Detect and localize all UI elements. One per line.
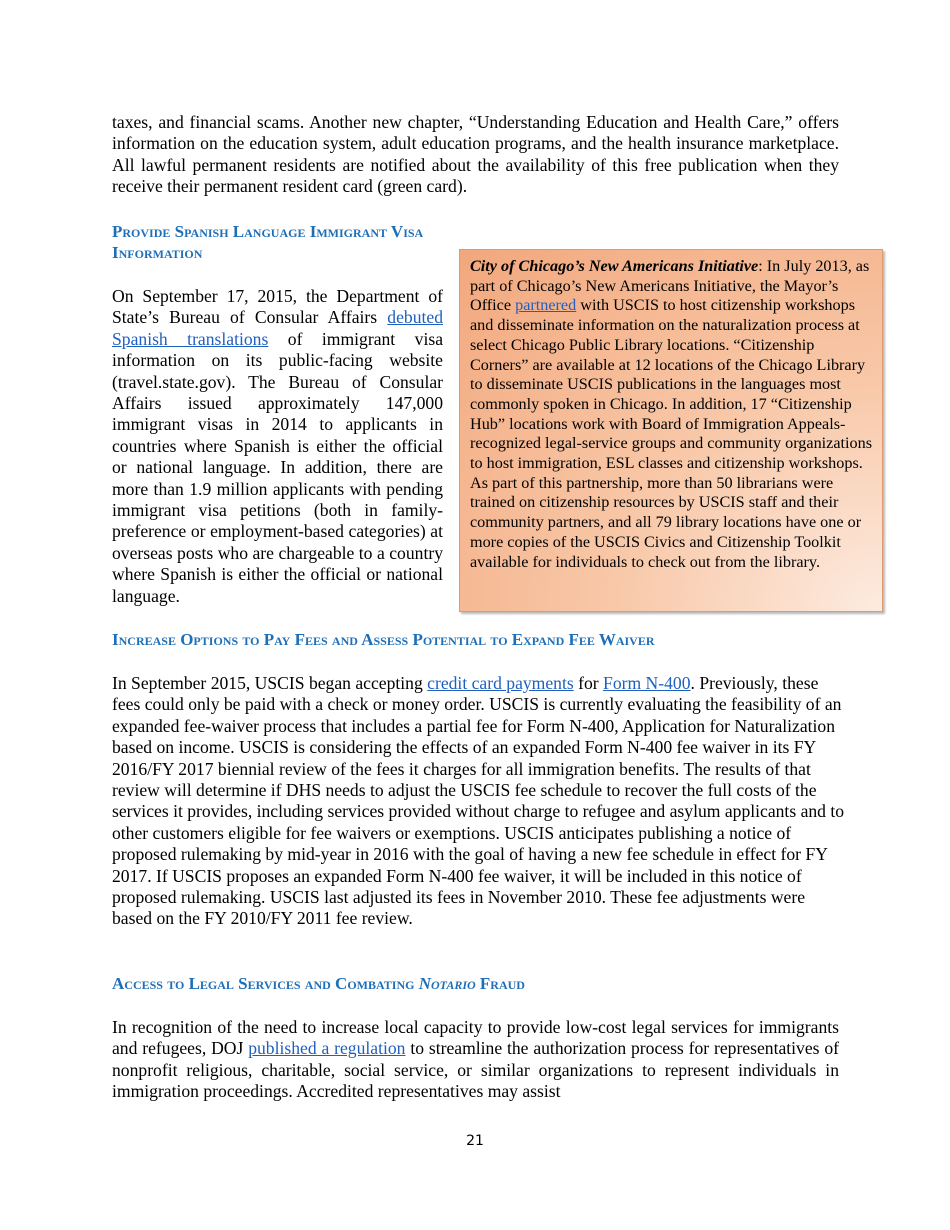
text-segment: In September 2015, USCIS began accepting (112, 673, 428, 693)
heading-fees-fee-waiver: Increase Options to Pay Fees and Assess Potential to Expand Fee Waiver (112, 630, 655, 649)
paragraph-fees-fee-waiver (112, 673, 847, 930)
page-number: 21 (466, 1133, 484, 1149)
text-segment: In recognition of the need to increase local capacity to provide low-cost legal services for immigrants and refugees, DOJ (112, 1017, 839, 1059)
sidebar-title: City of Chicago’s New Americans Initiative (470, 257, 759, 275)
published-a-regulation-link[interactable]: published a regulation (248, 1038, 406, 1059)
text-segment: . Previously, these fees could only be paid with a check or money order. USCIS is currently evaluating the feasibility of an expanded fee-waiver process that includes a partial fee for Form N-400, Application for Naturalization based on income. USCIS is considering the effects of an expanded Form N-400 fee waiver in its FY 2016/FY 2017 biennial review of the fees it charges for all immigration benefits. The results of that review will determine if DHS needs to adjust the USCIS fee schedule to recover the full costs of the services it provides, including services provided without charge to refugee and asylum applicants and to other customers eligible for fee waivers or exemptions. USCIS anticipates publishing a notice of proposed rulemaking by mid-year in 2016 with the goal of having a new fee schedule in effect for FY 2017. If USCIS proposes an expanded Form N-400 fee waiver, it will be included in this notice of proposed rulemaking. USCIS last adjusted its fees in November 2010. These fee adjustments were based on the FY 2010/FY 2011 fee review. (112, 673, 845, 929)
chicago-new-americans-sidebar (459, 249, 883, 612)
debuted-spanish-translations-link[interactable]: debuted Spanish translations (112, 307, 443, 349)
text-segment: : In July 2013, as part of Chicago’s New Americans Initiative, the Mayor’s Office (470, 257, 870, 315)
heading-text: Fraud (475, 974, 525, 993)
text-segment: with USCIS to host citizenship workshops and disseminate information on the naturalization process at select Chicago Public Library locations. “Citizenship Corners” are available at 12 locations of the Chicago Library to disseminate USCIS publications in the languages most commonly spoken in Chicago. In addition, 17 “Citizenship Hub” locations work with Board of Immigration Appeals- recognized legal-service groups and community organizations to host immigration, ESL classes and citizenship workshops. As part of this partnership, more than 50 librarians were trained on citizenship resources by USCIS staff and their community partners, and all 79 library locations have one or more copies of the USCIS Civics and Citizenship Toolkit available for individuals to check out from the library. (470, 296, 873, 571)
text-segment: to streamline the authorization process for representatives of nonprofit religious, charitable, social service, or similar organizations to represent individuals in immigration proceedings. Accredited representatives may assist (112, 1038, 839, 1102)
heading-legal-services-notario (112, 973, 872, 994)
partnered-link[interactable]: partnered (515, 296, 577, 315)
paragraph-top: taxes, and financial scams. Another new chapter, “Understanding Education and Health Care,” offers information on the education system, adult education programs, and the health insurance marketplace. All lawful permanent residents are notified about the availability of this free publication when they receive their permanent resident card (green card). (112, 112, 839, 197)
paragraph-spanish-visa-info (112, 286, 443, 607)
text-segment: of immigrant visa information on its public-facing website (travel.state.gov). The Bureau of Consular Affairs issued approximately 147,000 immigrant visas in 2014 to applicants in countries where Spanish is either the official or national language. In addition, there are more than 1.9 million applicants with pending immigrant visa petitions (both in family-preference or employment-based categories) at overseas posts who are chargeable to a country where Spanish is either the official or national language. (112, 328, 443, 606)
text-segment: for (573, 673, 604, 693)
form-n400-link[interactable]: Form N-400 (603, 673, 691, 693)
text-segment: On September 17, 2015, the Department of State’s Bureau of Consular Affairs (112, 286, 443, 328)
sidebar-text (470, 257, 872, 572)
paragraph-legal-services (112, 1017, 839, 1103)
heading-spanish-visa-info: Provide Spanish Language Immigrant Visa Information (112, 222, 424, 262)
heading-text: Access to Legal Services and Combating (112, 974, 419, 993)
heading-italic-text: Notario (418, 974, 476, 993)
credit-card-payments-link[interactable]: credit card payments (427, 673, 574, 693)
